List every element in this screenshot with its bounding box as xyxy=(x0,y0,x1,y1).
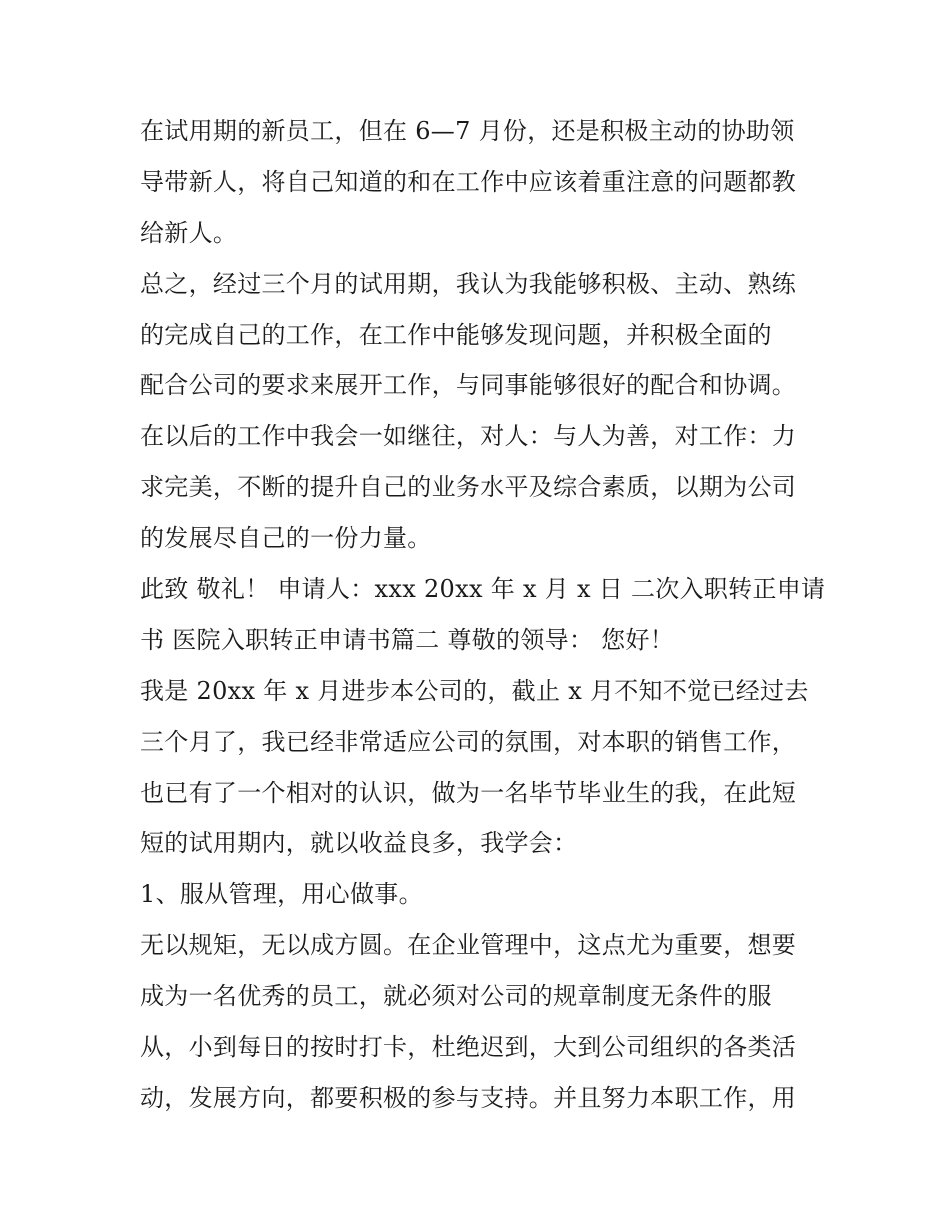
text-line: 短的试用期内，就以收益良多，我学会： xyxy=(140,829,578,858)
text-line: 从，小到每日的按时打卡，杜绝迟到，大到公司组织的各类活 xyxy=(140,1033,797,1062)
text-line: 给新人。 xyxy=(140,218,238,247)
text-line: 成为一名优秀的员工，就必须对公司的规章制度无条件的服 xyxy=(140,982,772,1011)
text-line: 求完美，不断的提升自己的业务水平及综合素质，以期为公司 xyxy=(140,473,797,502)
text-line: 导带新人，将自己知道的和在工作中应该着重注意的问题都教 xyxy=(140,167,797,196)
text-line: 三个月了，我已经非常适应公司的氛围，对本职的销售工作， xyxy=(140,727,797,756)
text-line: 无以规矩，无以成方圆。在企业管理中，这点尤为重要，想要 xyxy=(140,931,797,960)
text-line: 在试用期的新员工，但在 6—7 月份，还是积极主动的协助领 xyxy=(140,117,795,145)
text-line: 动，发展方向，都要积极的参与支持。并且努力本职工作，用 xyxy=(140,1083,797,1112)
text-line: 我是 20xx 年 x 月进步本公司的，截止 x 月不知不觉已经过去 xyxy=(140,676,809,705)
text-line: 配合公司的要求来展开工作，与同事能够很好的配合和协调。 xyxy=(140,371,797,400)
text-line: 也已有了一个相对的认识，做为一名毕节毕业生的我，在此短 xyxy=(140,778,797,807)
document-body xyxy=(140,106,826,1124)
text-line: 总之，经过三个月的试用期，我认为我能够积极、主动、熟练 xyxy=(140,269,797,298)
text-line: 的完成自己的工作，在工作中能够发现问题，并积极全面的 xyxy=(140,320,772,349)
text-line: 的发展尽自己的一份力量。 xyxy=(140,524,432,553)
text-line: 1、服从管理，用心做事。 xyxy=(140,880,423,909)
text-line: 书 医院入职转正申请书篇二 尊敬的领导： 您好！ xyxy=(140,625,675,654)
text-line: 此致 敬礼！ 申请人：xxx 20xx 年 x 月 x 日 二次入职转正申请 xyxy=(140,575,826,604)
text-line: 在以后的工作中我会一如继往，对人：与人为善，对工作：力 xyxy=(140,422,797,451)
